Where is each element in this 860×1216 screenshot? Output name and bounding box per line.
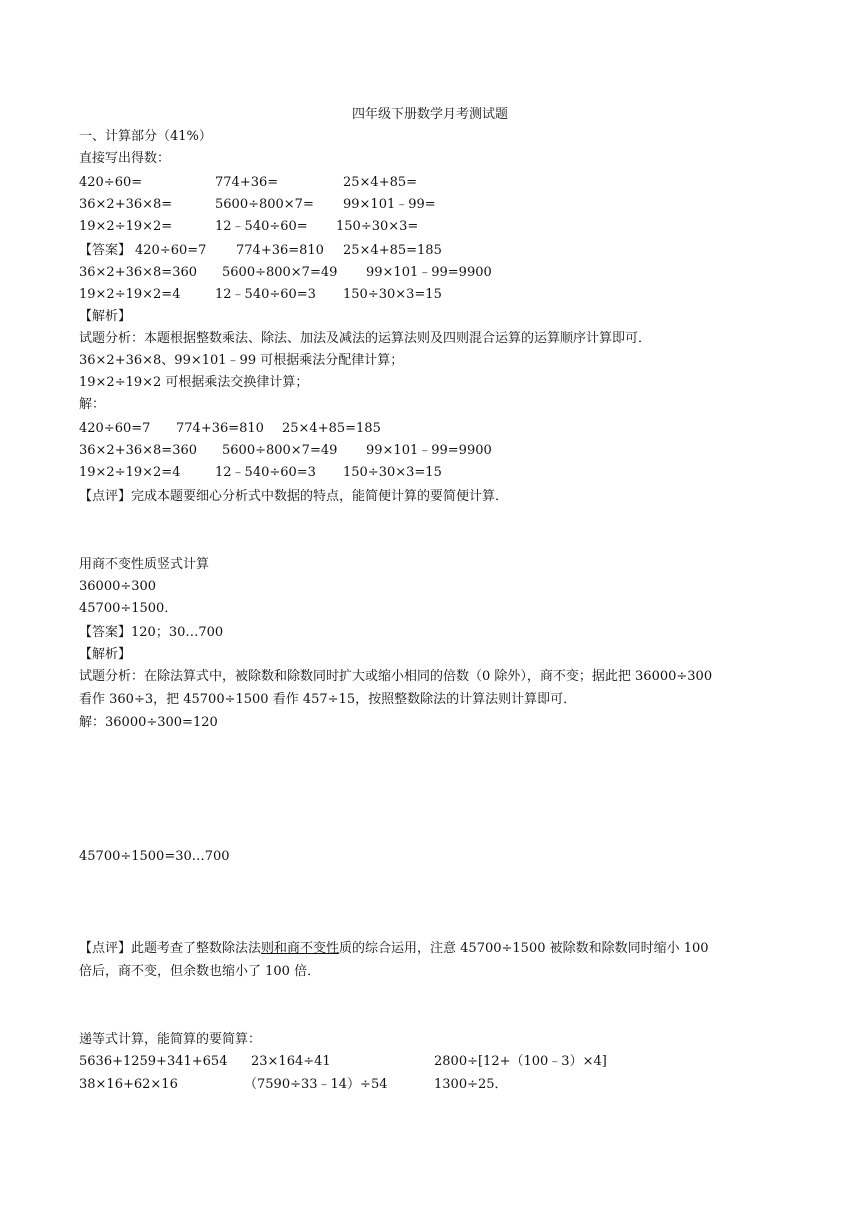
expression: 12﹣540÷60= (215, 219, 308, 234)
expression: （7590÷33﹣14）÷54 (244, 1077, 388, 1092)
answer-text: 【答案】120；30…700 (79, 625, 224, 640)
question-prompt: 用商不变性质竖式计算 (79, 557, 210, 572)
analysis-text: 36×2+36×8、99×101﹣99 可根据乘法分配律计算； (79, 353, 404, 368)
answer-label: 【答案】 (79, 243, 132, 258)
expression: 150÷30×3= (336, 219, 419, 234)
analysis-label: 【解析】 (79, 647, 132, 662)
answer: 774+36=810 (236, 243, 324, 258)
solution: 420÷60=7 (79, 421, 151, 436)
analysis-text: 19×2÷19×2 可根据乘法交换律计算； (79, 375, 309, 390)
section-heading: 一、计算部分（41%） (79, 129, 212, 144)
expression: 2800÷[12+（100﹣3）×4] (434, 1054, 607, 1069)
question-prompt: 递等式计算，能简算的要简算： (79, 1032, 262, 1047)
answer: 99×101﹣99=9900 (366, 265, 492, 280)
comment-part: 【点评】此题考查了整数除法法 (79, 941, 262, 956)
expression: 5600÷800×7= (215, 197, 314, 212)
expression: 25×4+85= (343, 175, 418, 190)
answer: 25×4+85=185 (343, 243, 442, 258)
exercise-item: 36000÷300 (79, 579, 157, 594)
expression: 420÷60= (79, 175, 143, 190)
solution: 19×2÷19×2=4 (79, 465, 181, 480)
expression: 19×2÷19×2= (79, 219, 173, 234)
expression: 1300÷25． (434, 1077, 508, 1092)
answer: 420÷60=7 (135, 243, 207, 258)
solution: 150÷30×3=15 (343, 465, 442, 480)
solution: 99×101﹣99=9900 (366, 443, 492, 458)
answer: 5600÷800×7=49 (222, 265, 338, 280)
solution: 25×4+85=185 (282, 421, 381, 436)
page-title: 四年级下册数学月考测试题 (351, 107, 508, 122)
answer: 12﹣540÷60=3 (215, 287, 316, 302)
solution: 36×2+36×8=360 (79, 443, 198, 458)
comment-part: 质的综合运用，注意 45700÷1500 被除数和除数同时缩小 100 (339, 941, 709, 956)
solution-text: 45700÷1500=30…700 (79, 849, 230, 864)
exercise-item: 45700÷1500． (79, 601, 178, 616)
analysis-label: 【解析】 (79, 309, 132, 324)
answer: 19×2÷19×2=4 (79, 287, 181, 302)
expression: 36×2+36×8= (79, 197, 173, 212)
analysis-text: 试题分析：在除法算式中，被除数和除数同时扩大或缩小相同的倍数（0 除外），商不变；据此把 36000÷300 (79, 669, 713, 684)
comment-text: 倍后，商不变，但余数也缩小了 100 倍． (79, 964, 321, 979)
expression: 99×101﹣99= (343, 197, 436, 212)
comment-text (79, 938, 709, 960)
analysis-text: 解：36000÷300=120 (79, 715, 218, 730)
expression: 23×164÷41 (251, 1054, 331, 1069)
analysis-text: 看作 360÷3，把 45700÷1500 看作 457÷15，按照整数除法的计算法则计算即可． (79, 692, 577, 707)
expression: 774+36= (215, 175, 279, 190)
comment-text: 【点评】完成本题要细心分析式中数据的特点，能简便计算的要简便计算． (79, 489, 509, 504)
expression: 38×16+62×16 (79, 1077, 178, 1092)
answer: 150÷30×3=15 (343, 287, 442, 302)
underlined-text: 则和商不变性 (261, 941, 340, 956)
question-prompt: 直接写出得数： (79, 151, 171, 166)
solution: 774+36=810 (176, 421, 264, 436)
answer: 36×2+36×8=360 (79, 265, 198, 280)
analysis-text: 试题分析：本题根据整数乘法、除法、加法及减法的运算法则及四则混合运算的运算顺序计算即可． (79, 331, 652, 346)
analysis-text: 解： (79, 397, 106, 412)
solution: 12﹣540÷60=3 (215, 465, 316, 480)
expression: 5636+1259+341+654 (79, 1054, 228, 1069)
solution: 5600÷800×7=49 (222, 443, 338, 458)
